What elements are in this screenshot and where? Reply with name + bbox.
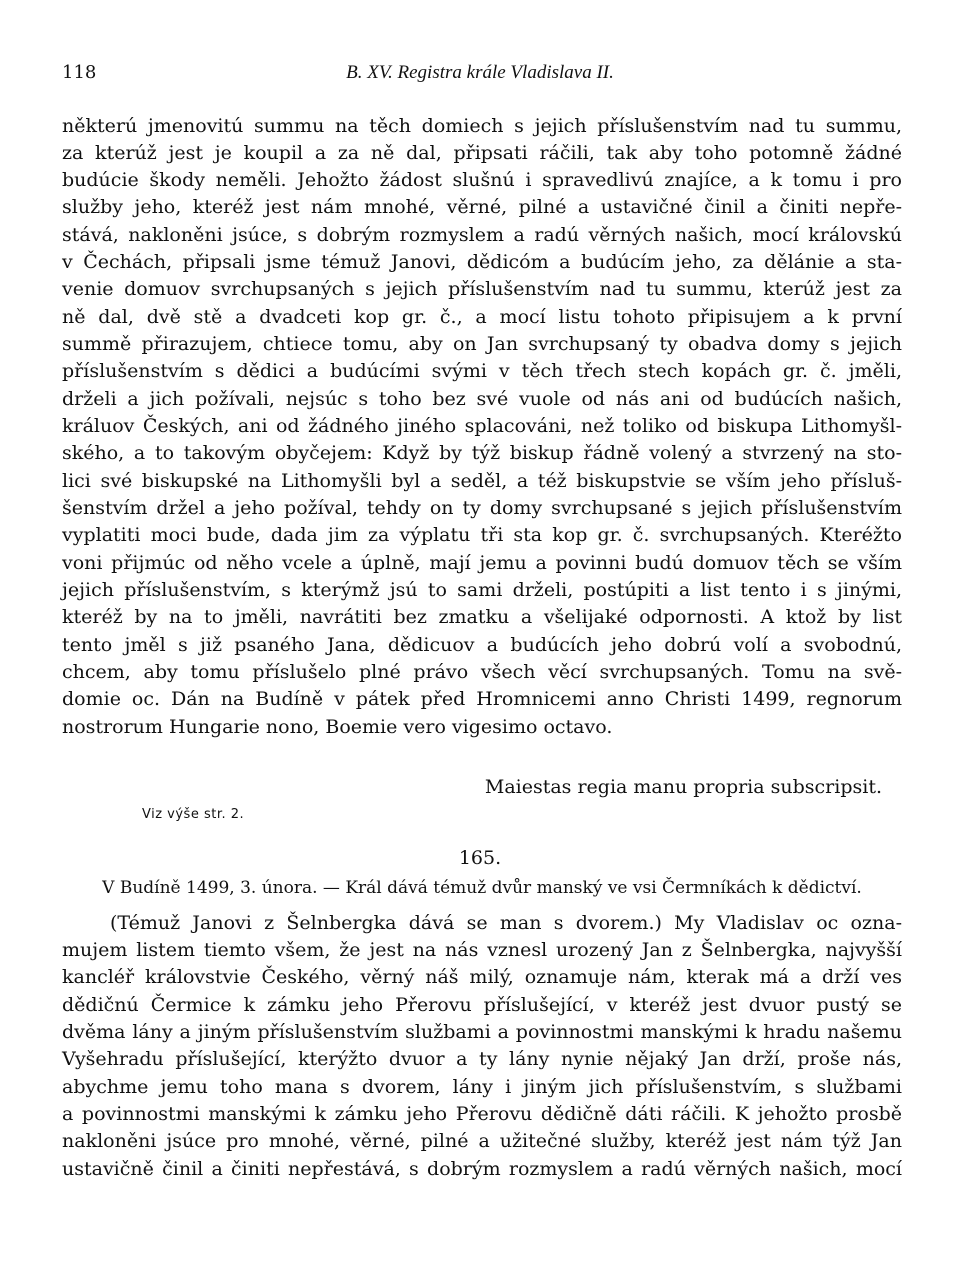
document-regest: V Budíně 1499, 3. února. — Král dává témuž dvůr manský ve vsi Čermníkách k dědictví.	[102, 878, 862, 898]
page-number: 118	[62, 62, 97, 83]
text-line: vyplatiti moci bude, dada jim za výplatu tři sta kop gr. č. svrchupsaných. Kteréžto	[62, 524, 902, 546]
text-line: příslušenstvím s dědici a budúcími svými v těch třech stech kopách gr. č. jměli,	[62, 360, 902, 382]
text-line: ského, a to takovým obyčejem: Když by týž biskup řádně volený a stvrzený na sto-	[62, 442, 902, 464]
signature-line: Maiestas regia manu propria subscripsit.	[484, 776, 882, 798]
text-line: šenstvím držel a jeho požíval, tehdy on ty domy svrchupsané s jejich příslušenstvím	[62, 497, 902, 519]
text-line: drželi a jich požívali, nejsúc s toho bez své vuole od nás ani od budúcích našich,	[62, 388, 902, 410]
text-line: nostrorum Hungarie nono, Boemie vero vigesimo octavo.	[62, 716, 613, 738]
text-line: mujem listem tiemto všem, že jest na nás vznesl urozený Jan z Šelnbergka, najvyšší	[62, 939, 902, 961]
text-line: Vyšehradu příslušející, kterýžto dvuor a ty lány nynie nějaký Jan drží, proše nás,	[62, 1048, 902, 1070]
text-line: ně dal, dvě stě a dvadceti kop gr. č., a mocí listu tohoto připisujem a k první	[62, 306, 902, 328]
text-line: voni přijmúc od něho vcele a úplně, mají jemu a povinni budú domuov těch se vším	[62, 552, 902, 574]
text-line: dědičnú Čermice k zámku jeho Přerovu příslušející, v kteréž jest dvuor pustý se	[62, 994, 902, 1016]
text-line: lici své biskupské na Lithomyšli byl a seděl, a též biskupstvie se vším jeho přísluš-	[62, 470, 902, 492]
text-line: jejich příslušenstvím, s kterýmž jsú to sami drželi, postúpiti a list tento i s jinými,	[62, 579, 902, 601]
text-line: za kterúž jest je koupil a za ně dal, připsati ráčili, tak aby toho potomně žádné	[62, 142, 902, 164]
text-line: kteréž by na to jměli, navrátiti bez zmatku a všelijaké odpornosti. A ktož by list	[62, 606, 902, 628]
text-line: domie oc. Dán na Budíně v pátek před Hromnicemi anno Christi 1499, regnorum	[62, 688, 902, 710]
text-line: králuov Českých, ani od žádného jiného splacováni, než toliko od biskupa Lithomyšl-	[62, 415, 902, 437]
running-title: B. XV. Registra krále Vladislava II.	[346, 62, 614, 83]
text-line: ustavičně činil a činiti nepřestává, s dobrým rozmyslem a radú věrných našich, mocí	[62, 1158, 902, 1180]
text-line: některú jmenovitú summu na těch domiech s jejich příslušenstvím nad tu summu,	[62, 115, 902, 137]
document-number: 165.	[458, 847, 502, 869]
text-line: venie domuov svrchupsaných s jejich příslušenstvím nad tu summu, kterúž jest za	[62, 278, 902, 300]
text-line: v Čechách, připsali jsme témuž Janovi, dědicóm a budúcím jeho, za dělánie a sta-	[62, 251, 902, 273]
text-line: budúcie škody neměli. Jehožto žádost slušnú i spravedlivú znajíce, a k tomu i pro	[62, 169, 902, 191]
text-line: dvěma lány a jiným příslušenstvím službami a povinnostmi manskými k hradu našemu	[62, 1021, 902, 1043]
text-line: tento jměl s již psaného Jana, dědicuov a budúcích jeho dobrú volí a svobodnú,	[62, 634, 902, 656]
text-line: summě přirazujem, chtiece tomu, aby on Jan svrchupsaný ty obadva domy s jejich	[62, 333, 902, 355]
text-line: a povinnostmi manskými k zámku jeho Přerovu dědičně dáti ráčili. K jehožto prosbě	[62, 1103, 902, 1125]
text-line: chcem, aby tomu příslušelo plné právo všech věcí svrchupsaných. Tomu na svě-	[62, 661, 902, 683]
text-line: abychme jemu toho mana s dvorem, lány i jiným jich příslušenstvím, s službami	[62, 1076, 902, 1098]
footnote: Viz výše str. 2.	[142, 807, 245, 822]
text-line: kancléř královstvie Českého, věrný náš milý, oznamuje nám, kterak má a drží ves	[62, 966, 902, 988]
page-header	[62, 62, 898, 86]
text-line: nakloněni jsúce pro mnohé, věrné, pilné a užitečné služby, kteréž jest nám týž Jan	[62, 1130, 902, 1152]
text-line: stává, nakloněni jsúce, s dobrým rozmyslem a radú věrných našich, mocí královskú	[62, 224, 902, 246]
text-line: (Témuž Janovi z Šelnbergka dává se man s dvorem.) My Vladislav oc ozna-	[110, 912, 902, 934]
text-line: služby jeho, kteréž jest nám mnohé, věrné, pilné a ustavičné činil a činiti nepře-	[62, 196, 902, 218]
